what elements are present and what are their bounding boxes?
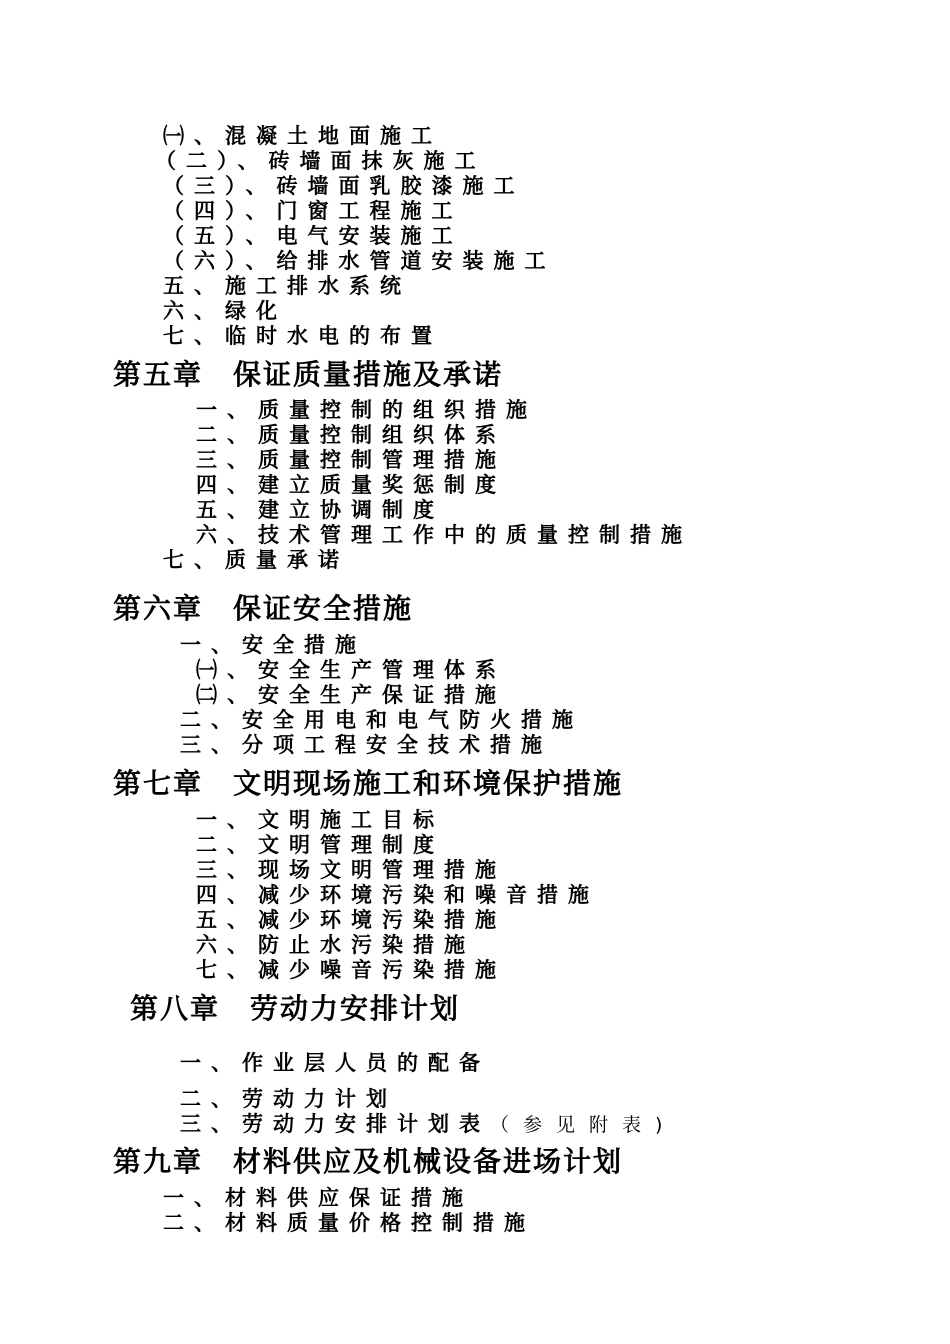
toc-item: 五、建立协调制度 bbox=[196, 498, 444, 522]
toc-item-note: （参见附表) bbox=[490, 1114, 677, 1136]
toc-item: 二、质量控制组织体系 bbox=[196, 423, 506, 447]
toc-item: 七、质量承诺 bbox=[163, 548, 349, 572]
toc-item: ㈠、混凝土地面施工 bbox=[163, 124, 442, 148]
chapter-title: 保证质量措施及承诺 bbox=[233, 358, 504, 391]
chapter-heading bbox=[113, 593, 413, 625]
toc-item: 二、安全用电和电气防火措施 bbox=[180, 708, 583, 732]
toc-item: 一、作业层人员的配备 bbox=[180, 1051, 490, 1075]
chapter-heading bbox=[113, 359, 503, 391]
toc-item: 一、文明施工目标 bbox=[196, 808, 444, 832]
toc-item: 一、材料供应保证措施 bbox=[163, 1186, 473, 1210]
chapter-title: 文明现场施工和环境保护措施 bbox=[233, 767, 624, 800]
chapter-number: 第七章 bbox=[113, 767, 204, 800]
toc-item: 三、分项工程安全技术措施 bbox=[180, 733, 552, 757]
chapter-heading bbox=[113, 1146, 623, 1178]
toc-item: 四、减少环境污染和噪音措施 bbox=[196, 883, 599, 907]
chapter-number: 第六章 bbox=[113, 592, 204, 625]
toc-item: （四）、门窗工程施工 bbox=[163, 199, 463, 223]
toc-item: 六、技术管理工作中的质量控制措施 bbox=[196, 523, 692, 547]
toc-item: 二、劳动力计划 bbox=[180, 1087, 397, 1111]
toc-item: 三、现场文明管理措施 bbox=[196, 858, 506, 882]
chapter-number: 第五章 bbox=[113, 358, 204, 391]
toc-item: 一、安全措施 bbox=[180, 633, 366, 657]
toc-item: 五、施工排水系统 bbox=[163, 274, 411, 298]
toc-item: 七、减少噪音污染措施 bbox=[196, 958, 506, 982]
toc-item: 三、质量控制管理措施 bbox=[196, 448, 506, 472]
toc-item: （六）、给排水管道安装施工 bbox=[163, 249, 556, 273]
toc-item: （五）、电气安装施工 bbox=[163, 224, 463, 248]
toc-item: 一、质量控制的组织措施 bbox=[196, 398, 537, 422]
toc-item: 四、建立质量奖惩制度 bbox=[196, 473, 506, 497]
toc-item bbox=[180, 1112, 676, 1137]
chapter-number: 第八章 bbox=[130, 992, 221, 1025]
chapter-number: 第九章 bbox=[113, 1145, 204, 1178]
chapter-title: 劳动力安排计划 bbox=[250, 992, 461, 1025]
toc-item: ㈠、安全生产管理体系 bbox=[196, 658, 506, 682]
toc-item: 五、减少环境污染措施 bbox=[196, 908, 506, 932]
toc-item-text: 三、劳动力安排计划表 bbox=[180, 1112, 490, 1136]
toc-item: （二）、砖墙面抹灰施工 bbox=[155, 149, 486, 173]
toc-item: 六、绿化 bbox=[163, 299, 287, 323]
toc-item: （三）、砖墙面乳胶漆施工 bbox=[163, 174, 525, 198]
chapter-title: 材料供应及机械设备进场计划 bbox=[233, 1145, 624, 1178]
toc-item: 六、防止水污染措施 bbox=[196, 933, 475, 957]
toc-item: ㈡、安全生产保证措施 bbox=[196, 683, 506, 707]
chapter-heading bbox=[130, 993, 460, 1025]
chapter-title: 保证安全措施 bbox=[233, 592, 414, 625]
toc-item: 二、材料质量价格控制措施 bbox=[163, 1211, 535, 1235]
toc-item: 二、文明管理制度 bbox=[196, 833, 444, 857]
chapter-heading bbox=[113, 768, 623, 800]
toc-item: 七、临时水电的布置 bbox=[163, 324, 442, 348]
